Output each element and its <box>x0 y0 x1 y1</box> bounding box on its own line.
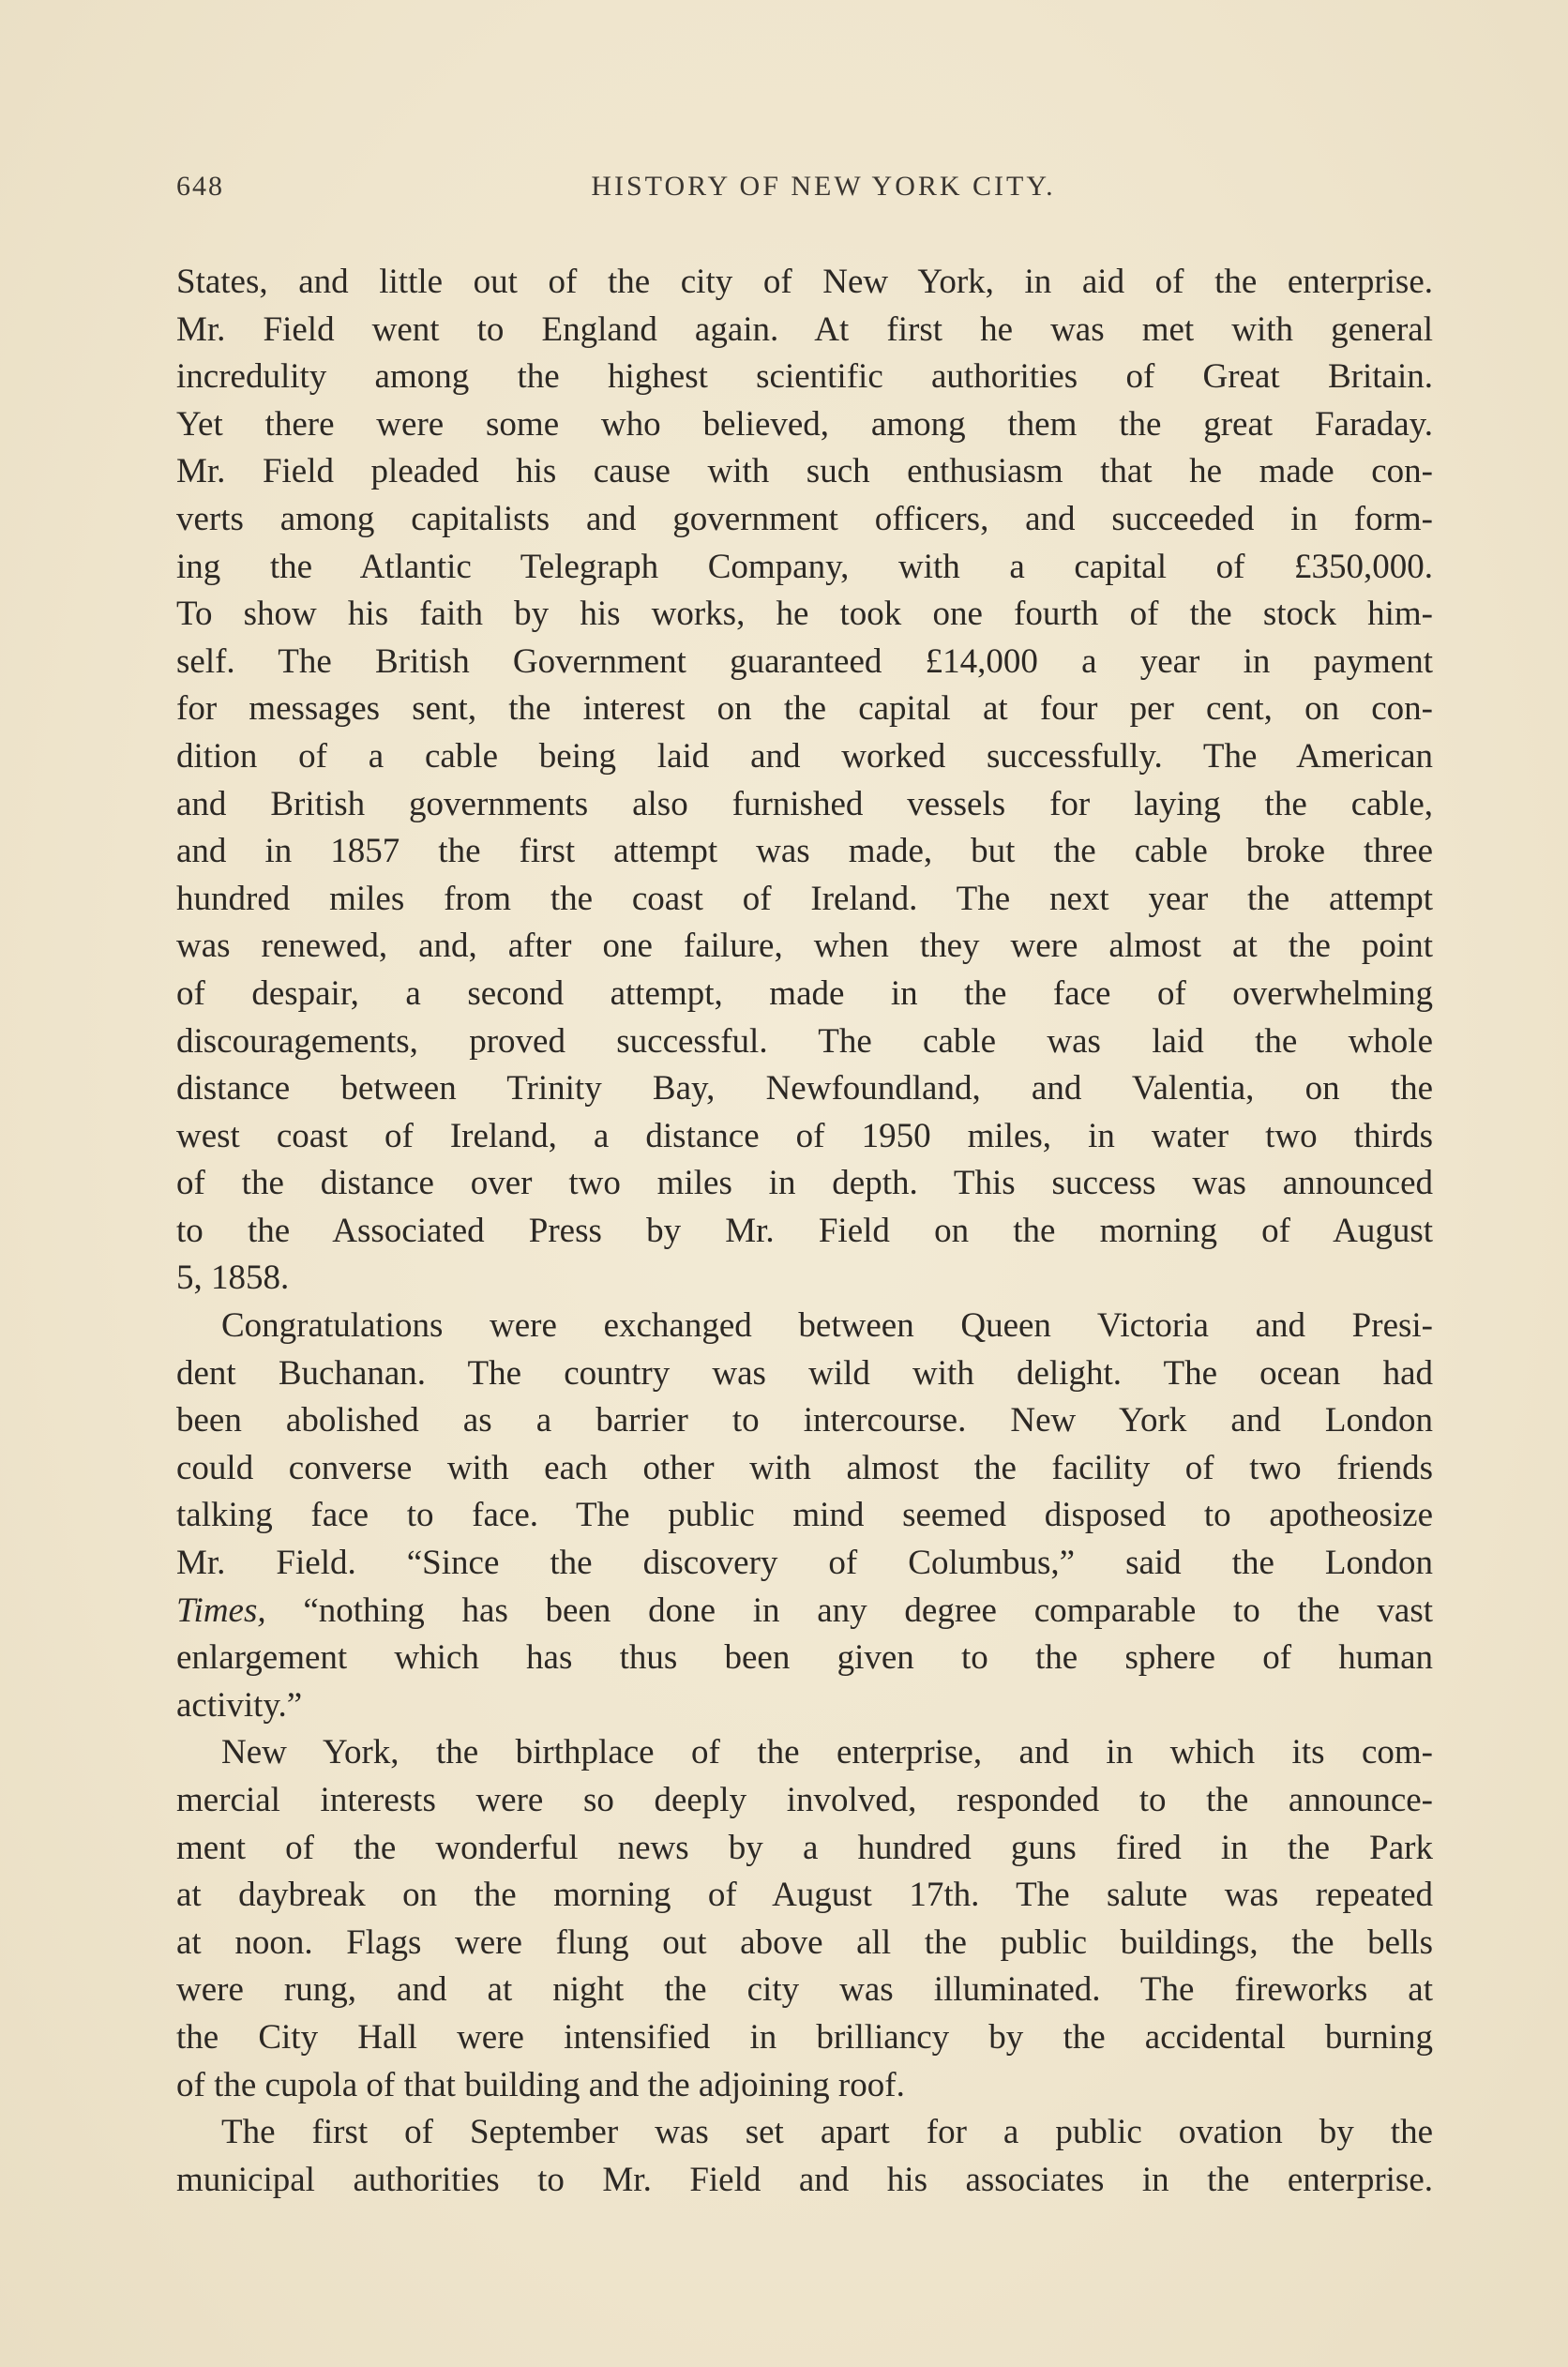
text-line: hundred miles from the coast of Ireland. The next year the attempt <box>176 879 1433 918</box>
text-line: activity.” <box>176 1685 303 1725</box>
text-line: Mr. Field went to England again. At first he was met with general <box>176 309 1433 349</box>
text-line: at noon. Flags were flung out above all the public buildings, the bells <box>176 1922 1433 1962</box>
text-line: ment of the wonderful news by a hundred guns fired in the Park <box>176 1828 1433 1867</box>
text-line: of despair, a second attempt, made in the face of overwhelming <box>176 973 1433 1013</box>
text-line: self. The British Government guaranteed £14,000 a year in payment <box>176 641 1433 681</box>
text-line: to the Associated Press by Mr. Field on the morning of August <box>176 1211 1433 1250</box>
text-line: distance between Trinity Bay, Newfoundland, and Valentia, on the <box>176 1069 1433 1108</box>
text-line: Congratulations were exchanged between Queen Victoria and Presi- <box>221 1306 1433 1346</box>
text-line: ing the Atlantic Telegraph Company, with a capital of £350,000. <box>176 547 1433 586</box>
text-line: and in 1857 the first attempt was made, but the cable broke three <box>176 832 1433 871</box>
running-title: HISTORY OF NEW YORK CITY. <box>591 171 1056 202</box>
text-line: Mr. Field. “Since the discovery of Columbus,” said the London <box>176 1544 1433 1583</box>
text-line: were rung, and at night the city was illuminated. The fireworks at <box>176 1970 1433 2010</box>
text-line: dent Buchanan. The country was wild with delight. The ocean had <box>176 1353 1433 1393</box>
text-line: mercial interests were so deeply involved, responded to the announce- <box>176 1781 1433 1819</box>
text-line: States, and little out of the city of New York, in aid of the enterprise. <box>176 263 1433 301</box>
page-number: 648 <box>176 171 224 202</box>
text-line: municipal authorities to Mr. Field and his associates in the enterprise. <box>176 2160 1433 2199</box>
italic-newspaper-title: Times, <box>176 1591 266 1630</box>
text-line: discouragements, proved successful. The cable was laid the whole <box>176 1021 1433 1061</box>
text-line: Mr. Field pleaded his cause with such enthusiasm that he made con- <box>176 452 1433 491</box>
text-line <box>176 1588 1433 1636</box>
text-line: New York, the birthplace of the enterprise, and in which its com- <box>221 1733 1433 1772</box>
text-line: could converse with each other with almost the facility of two friends <box>176 1448 1433 1487</box>
running-head <box>176 171 1433 212</box>
text-line: west coast of Ireland, a distance of 1950 miles, in water two thirds <box>176 1116 1433 1155</box>
text-line: To show his faith by his works, he took one fourth of the stock him- <box>176 595 1433 634</box>
text-line: Yet there were some who believed, among them the great Faraday. <box>176 404 1433 444</box>
text-line: and British governments also furnished vessels for laying the cable, <box>176 784 1433 823</box>
text-line: The first of September was set apart for a public ovation by the <box>221 2113 1433 2152</box>
text-line: was renewed, and, after one failure, when they were almost at the point <box>176 927 1433 966</box>
text-line: talking face to face. The public mind seemed disposed to apotheosize <box>176 1496 1433 1535</box>
text-line: verts among capitalists and government officers, and succeeded in form- <box>176 499 1433 538</box>
text-line: enlargement which has thus been given to the sphere of human <box>176 1638 1433 1678</box>
text-line: incredulity among the highest scientific authorities of Great Britain. <box>176 357 1433 397</box>
text-line: for messages sent, the interest on the capital at four per cent, on con- <box>176 689 1433 729</box>
text-line: 5, 1858. <box>176 1259 290 1298</box>
text-line: of the distance over two miles in depth. This success was announced <box>176 1164 1433 1203</box>
text-line: at daybreak on the morning of August 17th. The salute was repeated <box>176 1876 1433 1915</box>
body-text <box>176 259 1433 2204</box>
text-line: been abolished as a barrier to intercourse. New York and London <box>176 1401 1433 1440</box>
text-line: of the cupola of that building and the adjoining roof. <box>176 2065 905 2104</box>
line-rest: “nothing has been done in any degree comparable to the vast <box>265 1591 1433 1630</box>
text-line: the City Hall were intensified in brilliancy by the accidental burning <box>176 2017 1433 2057</box>
text-line: dition of a cable being laid and worked successfully. The American <box>176 736 1433 776</box>
